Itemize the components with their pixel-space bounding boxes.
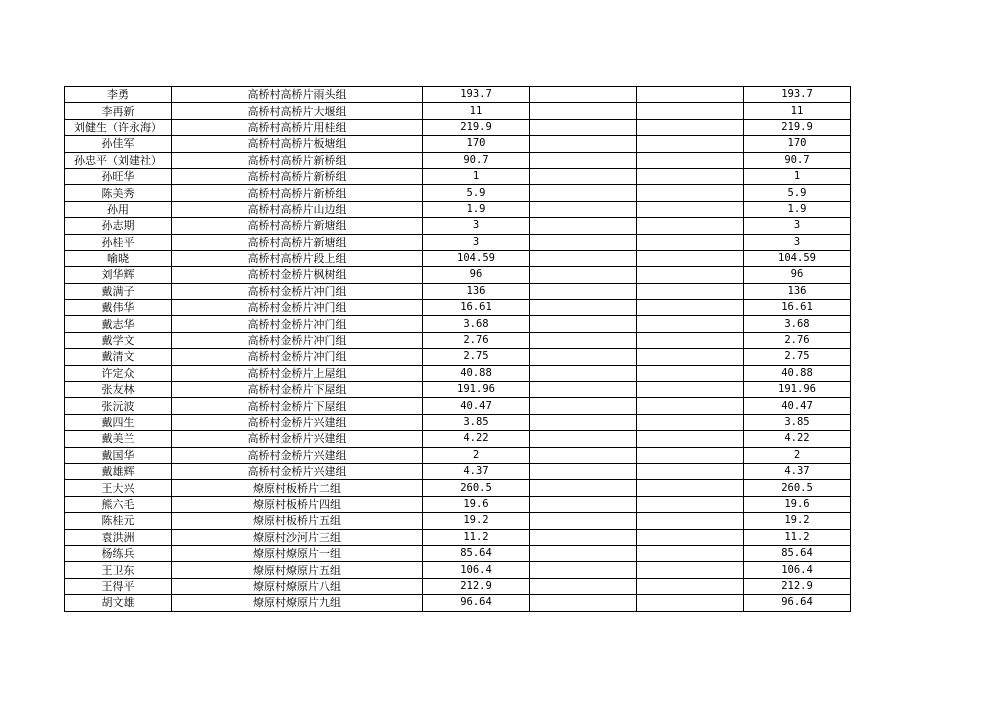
- table-row: [65, 136, 851, 152]
- cell-name: 胡文雄: [65, 595, 172, 611]
- cell-empty: [530, 382, 637, 398]
- cell-total: 1.9: [744, 201, 851, 217]
- cell-name: 戴清文: [65, 349, 172, 365]
- cell-total: 2: [744, 447, 851, 463]
- cell-empty: [530, 431, 637, 447]
- cell-empty: [637, 431, 744, 447]
- table-row: [65, 578, 851, 594]
- cell-total: 11: [744, 103, 851, 119]
- cell-location: 高桥村金桥片冲门组: [172, 300, 423, 316]
- cell-empty: [637, 119, 744, 135]
- cell-empty: [530, 332, 637, 348]
- cell-empty: [530, 365, 637, 381]
- cell-total: 106.4: [744, 562, 851, 578]
- cell-total: 11.2: [744, 529, 851, 545]
- cell-area: 3.68: [423, 316, 530, 332]
- cell-name: 孙佳军: [65, 136, 172, 152]
- cell-name: 戴美兰: [65, 431, 172, 447]
- cell-empty: [637, 513, 744, 529]
- table-row: [65, 365, 851, 381]
- cell-name: 戴满子: [65, 283, 172, 299]
- cell-name: 张友林: [65, 382, 172, 398]
- cell-location: 高桥村高桥片新桥组: [172, 152, 423, 168]
- cell-empty: [530, 152, 637, 168]
- cell-area: 40.47: [423, 398, 530, 414]
- cell-empty: [637, 168, 744, 184]
- table-row: [65, 103, 851, 119]
- cell-empty: [530, 201, 637, 217]
- cell-location: 高桥村金桥片冲门组: [172, 332, 423, 348]
- cell-total: 16.61: [744, 300, 851, 316]
- cell-empty: [530, 414, 637, 430]
- cell-location: 高桥村高桥片新塘组: [172, 218, 423, 234]
- cell-location: 燎原村板桥片四组: [172, 496, 423, 512]
- table-row: [65, 267, 851, 283]
- cell-area: 219.9: [423, 119, 530, 135]
- cell-empty: [637, 283, 744, 299]
- table-row: [65, 218, 851, 234]
- table-row: [65, 463, 851, 479]
- cell-location: 高桥村高桥片段上组: [172, 250, 423, 266]
- cell-name: 孙志期: [65, 218, 172, 234]
- cell-total: 19.6: [744, 496, 851, 512]
- cell-location: 高桥村金桥片兴建组: [172, 431, 423, 447]
- cell-total: 4.22: [744, 431, 851, 447]
- cell-empty: [637, 382, 744, 398]
- cell-empty: [530, 480, 637, 496]
- cell-total: 3: [744, 234, 851, 250]
- cell-empty: [637, 398, 744, 414]
- cell-area: 85.64: [423, 545, 530, 561]
- cell-location: 高桥村金桥片兴建组: [172, 463, 423, 479]
- table-row: [65, 529, 851, 545]
- cell-total: 5.9: [744, 185, 851, 201]
- table-row: [65, 398, 851, 414]
- cell-location: 燎原村沙河片三组: [172, 529, 423, 545]
- cell-area: 3: [423, 218, 530, 234]
- cell-total: 2.75: [744, 349, 851, 365]
- cell-empty: [637, 87, 744, 103]
- cell-location: 高桥村高桥片板塘组: [172, 136, 423, 152]
- cell-empty: [530, 562, 637, 578]
- cell-location: 燎原村板桥片二组: [172, 480, 423, 496]
- cell-total: 40.88: [744, 365, 851, 381]
- cell-area: 90.7: [423, 152, 530, 168]
- cell-location: 高桥村金桥片冲门组: [172, 316, 423, 332]
- table-row: [65, 447, 851, 463]
- cell-total: 3.85: [744, 414, 851, 430]
- cell-location: 燎原村燎原片八组: [172, 578, 423, 594]
- cell-total: 40.47: [744, 398, 851, 414]
- cell-name: 喻晓: [65, 250, 172, 266]
- cell-empty: [530, 300, 637, 316]
- cell-location: 高桥村金桥片兴建组: [172, 414, 423, 430]
- cell-empty: [530, 250, 637, 266]
- cell-location: 高桥村金桥片上屋组: [172, 365, 423, 381]
- cell-empty: [530, 595, 637, 611]
- table-row: [65, 283, 851, 299]
- cell-area: 4.22: [423, 431, 530, 447]
- cell-total: 260.5: [744, 480, 851, 496]
- cell-empty: [637, 250, 744, 266]
- cell-area: 191.96: [423, 382, 530, 398]
- cell-location: 高桥村高桥片雨头组: [172, 87, 423, 103]
- table-row: [65, 382, 851, 398]
- cell-name: 戴四生: [65, 414, 172, 430]
- cell-location: 高桥村高桥片大堰组: [172, 103, 423, 119]
- cell-location: 燎原村燎原片一组: [172, 545, 423, 561]
- cell-name: 孙桂平: [65, 234, 172, 250]
- cell-empty: [637, 316, 744, 332]
- cell-empty: [530, 168, 637, 184]
- cell-empty: [530, 529, 637, 545]
- cell-name: 熊六毛: [65, 496, 172, 512]
- cell-empty: [530, 545, 637, 561]
- table-row: [65, 152, 851, 168]
- cell-location: 燎原村板桥片五组: [172, 513, 423, 529]
- table-row: [65, 349, 851, 365]
- cell-name: 袁洪洲: [65, 529, 172, 545]
- table-row: [65, 250, 851, 266]
- cell-empty: [637, 349, 744, 365]
- cell-empty: [637, 480, 744, 496]
- cell-total: 3.68: [744, 316, 851, 332]
- cell-empty: [530, 87, 637, 103]
- cell-area: 96.64: [423, 595, 530, 611]
- cell-area: 2: [423, 447, 530, 463]
- cell-area: 19.2: [423, 513, 530, 529]
- cell-empty: [637, 414, 744, 430]
- cell-empty: [530, 513, 637, 529]
- cell-empty: [530, 316, 637, 332]
- cell-empty: [637, 300, 744, 316]
- cell-total: 170: [744, 136, 851, 152]
- cell-empty: [637, 332, 744, 348]
- cell-name: 许定众: [65, 365, 172, 381]
- cell-total: 4.37: [744, 463, 851, 479]
- table-row: [65, 595, 851, 611]
- cell-total: 191.96: [744, 382, 851, 398]
- table-row: [65, 513, 851, 529]
- cell-location: 高桥村金桥片枫树组: [172, 267, 423, 283]
- cell-empty: [530, 447, 637, 463]
- table-row: [65, 414, 851, 430]
- cell-empty: [530, 463, 637, 479]
- cell-empty: [530, 496, 637, 512]
- cell-location: 高桥村金桥片冲门组: [172, 349, 423, 365]
- cell-total: 136: [744, 283, 851, 299]
- cell-location: 高桥村金桥片冲门组: [172, 283, 423, 299]
- cell-area: 212.9: [423, 578, 530, 594]
- cell-name: 陈美秀: [65, 185, 172, 201]
- cell-name: 戴伟华: [65, 300, 172, 316]
- cell-location: 高桥村高桥片新桥组: [172, 185, 423, 201]
- cell-location: 燎原村燎原片九组: [172, 595, 423, 611]
- cell-empty: [637, 447, 744, 463]
- cell-total: 3: [744, 218, 851, 234]
- cell-empty: [637, 218, 744, 234]
- table-row: [65, 332, 851, 348]
- cell-name: 孙用: [65, 201, 172, 217]
- cell-area: 260.5: [423, 480, 530, 496]
- table-row: [65, 300, 851, 316]
- cell-name: 刘健生（许永海）: [65, 119, 172, 135]
- cell-location: 高桥村高桥片用桂组: [172, 119, 423, 135]
- cell-empty: [637, 365, 744, 381]
- cell-location: 高桥村金桥片兴建组: [172, 447, 423, 463]
- cell-area: 1.9: [423, 201, 530, 217]
- cell-name: 戴志华: [65, 316, 172, 332]
- table-row: [65, 562, 851, 578]
- cell-area: 106.4: [423, 562, 530, 578]
- cell-empty: [637, 578, 744, 594]
- cell-location: 高桥村高桥片新桥组: [172, 168, 423, 184]
- table-row: [65, 316, 851, 332]
- cell-empty: [637, 103, 744, 119]
- cell-area: 170: [423, 136, 530, 152]
- cell-name: 戴雄辉: [65, 463, 172, 479]
- cell-area: 193.7: [423, 87, 530, 103]
- cell-area: 2.76: [423, 332, 530, 348]
- cell-empty: [637, 463, 744, 479]
- cell-name: 王卫东: [65, 562, 172, 578]
- cell-area: 16.61: [423, 300, 530, 316]
- cell-total: 212.9: [744, 578, 851, 594]
- cell-total: 19.2: [744, 513, 851, 529]
- table-row: [65, 168, 851, 184]
- cell-location: 高桥村高桥片山边组: [172, 201, 423, 217]
- cell-empty: [530, 218, 637, 234]
- cell-name: 孙旺华: [65, 168, 172, 184]
- cell-total: 193.7: [744, 87, 851, 103]
- table-row: [65, 545, 851, 561]
- cell-area: 104.59: [423, 250, 530, 266]
- cell-name: 孙忠平（刘建社）: [65, 152, 172, 168]
- cell-empty: [637, 267, 744, 283]
- cell-name: 刘华辉: [65, 267, 172, 283]
- cell-total: 2.76: [744, 332, 851, 348]
- cell-empty: [637, 595, 744, 611]
- cell-total: 1: [744, 168, 851, 184]
- table-row: [65, 201, 851, 217]
- table-row: [65, 480, 851, 496]
- cell-area: 19.6: [423, 496, 530, 512]
- cell-name: 王得平: [65, 578, 172, 594]
- cell-total: 219.9: [744, 119, 851, 135]
- cell-name: 王大兴: [65, 480, 172, 496]
- cell-area: 11: [423, 103, 530, 119]
- table-row: [65, 234, 851, 250]
- cell-name: 戴学文: [65, 332, 172, 348]
- cell-empty: [637, 136, 744, 152]
- cell-total: 90.7: [744, 152, 851, 168]
- cell-area: 11.2: [423, 529, 530, 545]
- cell-name: 杨练兵: [65, 545, 172, 561]
- cell-empty: [530, 185, 637, 201]
- cell-location: 高桥村金桥片下屋组: [172, 398, 423, 414]
- cell-empty: [530, 398, 637, 414]
- cell-name: 张沅波: [65, 398, 172, 414]
- cell-area: 96: [423, 267, 530, 283]
- cell-empty: [530, 283, 637, 299]
- cell-area: 4.37: [423, 463, 530, 479]
- cell-location: 燎原村燎原片五组: [172, 562, 423, 578]
- cell-name: 李勇: [65, 87, 172, 103]
- cell-total: 96.64: [744, 595, 851, 611]
- cell-name: 戴国华: [65, 447, 172, 463]
- cell-empty: [530, 103, 637, 119]
- cell-empty: [637, 152, 744, 168]
- cell-area: 3: [423, 234, 530, 250]
- cell-area: 136: [423, 283, 530, 299]
- cell-location: 高桥村金桥片下屋组: [172, 382, 423, 398]
- cell-empty: [637, 529, 744, 545]
- cell-empty: [637, 234, 744, 250]
- cell-empty: [637, 545, 744, 561]
- cell-total: 96: [744, 267, 851, 283]
- cell-empty: [530, 119, 637, 135]
- cell-area: 5.9: [423, 185, 530, 201]
- cell-area: 1: [423, 168, 530, 184]
- cell-empty: [530, 267, 637, 283]
- data-table: [64, 86, 851, 612]
- cell-total: 104.59: [744, 250, 851, 266]
- cell-empty: [530, 349, 637, 365]
- cell-empty: [637, 201, 744, 217]
- cell-empty: [637, 496, 744, 512]
- table-row: [65, 87, 851, 103]
- table-row: [65, 119, 851, 135]
- cell-total: 85.64: [744, 545, 851, 561]
- cell-empty: [637, 562, 744, 578]
- table-body: [65, 87, 851, 612]
- cell-empty: [530, 578, 637, 594]
- cell-area: 3.85: [423, 414, 530, 430]
- table-row: [65, 496, 851, 512]
- cell-name: 陈桂元: [65, 513, 172, 529]
- cell-location: 高桥村高桥片新塘组: [172, 234, 423, 250]
- cell-area: 2.75: [423, 349, 530, 365]
- table-row: [65, 185, 851, 201]
- cell-name: 李再新: [65, 103, 172, 119]
- table-row: [65, 431, 851, 447]
- cell-area: 40.88: [423, 365, 530, 381]
- cell-empty: [530, 136, 637, 152]
- cell-empty: [530, 234, 637, 250]
- cell-empty: [637, 185, 744, 201]
